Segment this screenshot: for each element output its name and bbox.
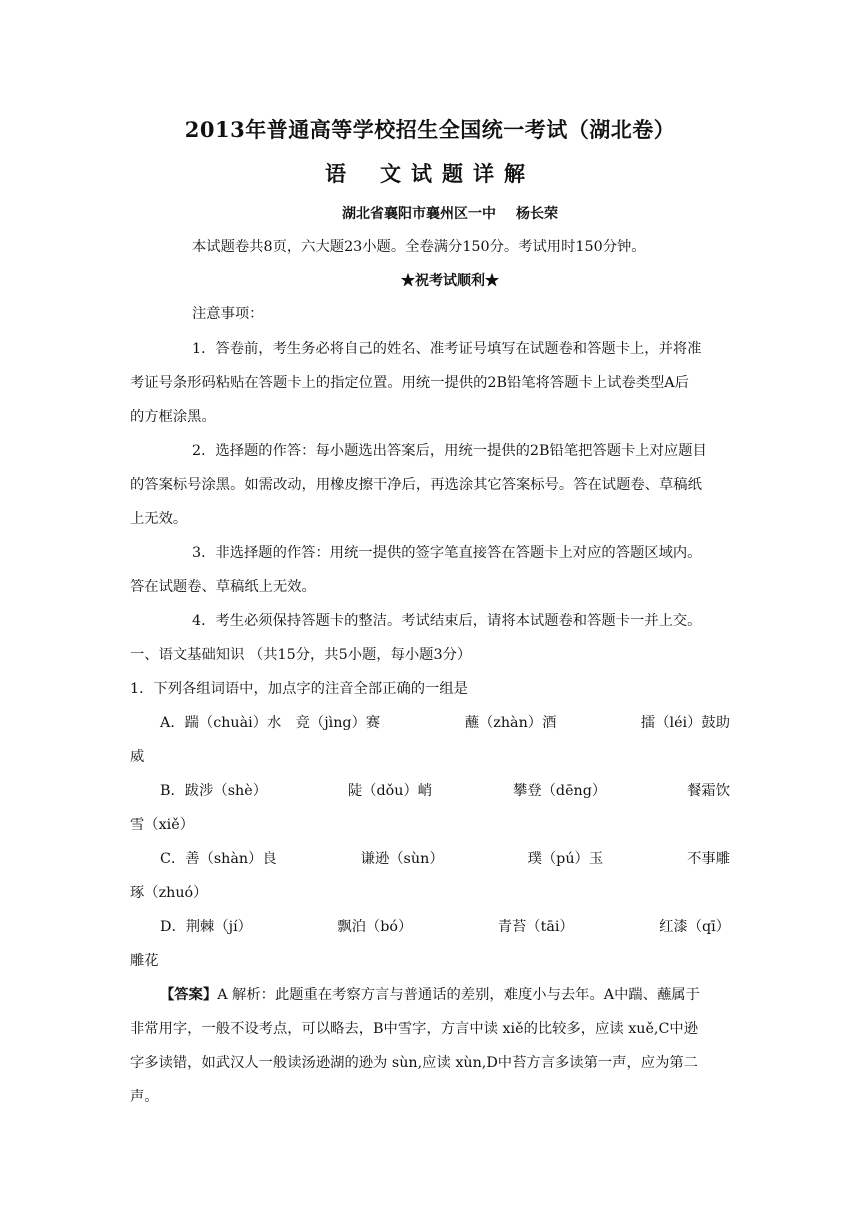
option-a-wrap: 威 (130, 749, 145, 765)
option-c-row (160, 848, 730, 868)
answer-label: 【答案】 (160, 987, 218, 1003)
section-heading: 一、语文基础知识 （共15分，共5小题，每小题3分） (130, 647, 472, 663)
author-line (0, 203, 860, 223)
option-c-col-3: 璞（pú）玉 (527, 851, 604, 867)
option-a-col-1: A．踹（chuài）水 竞（jìng）赛 (160, 715, 381, 731)
wish-text: ★祝考试顺利★ (401, 273, 499, 289)
notice-item-2-line-2: 的答案标号涂黑。如需改动，用橡皮擦干净后，再选涂其它答案标号。答在试题卷、草稿纸 (130, 477, 702, 493)
notice-item-3-line-2: 答在试题卷、草稿纸上无效。 (130, 579, 316, 595)
answer-line-3: 字多读错，如武汉人一般读汤逊湖的逊为 sùn,应读 xùn,D中苔方言多读第一声，应为第二 (130, 1055, 698, 1071)
option-c-col-1: C．善（shàn）良 (160, 851, 277, 867)
option-a-col-2: 蘸（zhàn）酒 (464, 715, 557, 731)
intro-text: 本试题卷共8页，六大题23小题。全卷满分150分。考试用时150分钟。 (192, 239, 646, 255)
notice-item-4-line-1: 4．考生必须保持答题卡的整洁。考试结束后，请将本试题卷和答题卡一并上交。 (192, 613, 702, 629)
notice-item-1-line-1: 1．答卷前，考生务必将自己的姓名、准考证号填写在试题卷和答题卡上，并将准 (192, 341, 702, 357)
option-c-wrap: 琢（zhuó） (130, 885, 208, 901)
option-a-row (160, 712, 730, 732)
subtitle-part1: 语 (325, 161, 346, 186)
notice-item-2-line-1: 2．选择题的作答：每小题选出答案后，用统一提供的2B铅笔把答题卡上对应题目 (192, 443, 707, 459)
option-b-wrap: 雪（xiě） (130, 817, 194, 833)
option-d-row (160, 916, 730, 936)
option-d-wrap: 雕花 (130, 953, 159, 969)
notice-item-1-line-2: 考证号条形码粘贴在答题卡上的指定位置。用统一提供的2B铅笔将答题卡上试卷类型A后 (130, 375, 689, 391)
author-name: 杨长荣 (516, 206, 558, 222)
answer-line-2: 非常用字，一般不设考点，可以略去，B中雪字，方言中读 xiě的比较多，应读 xuě,C中逊 (130, 1021, 698, 1037)
notice-heading: 注意事项： (192, 306, 264, 322)
option-c-col-4: 不事雕 (687, 851, 730, 867)
document-subtitle (0, 158, 860, 188)
question-stem: 1．下列各组词语中，加点字的注音全部正确的一组是 (130, 681, 468, 697)
option-b-col-3: 攀登（dēng） (513, 783, 607, 799)
option-d-col-3: 青苔（tāi） (497, 919, 574, 935)
subtitle-part2: 文试题详解 (380, 161, 535, 186)
option-c-col-2: 谦逊（sùn） (360, 851, 444, 867)
answer-text-1: A 解析：此题重在考察方言与普通话的差别，难度小与去年。A中踹、蘸属于 (217, 987, 700, 1003)
option-d-col-1: D．荆棘（jí） (160, 919, 252, 935)
option-b-col-2: 陡（dǒu）峭 (347, 783, 433, 799)
notice-item-1-line-3: 的方框涂黑。 (130, 409, 216, 425)
notice-item-3-line-1: 3．非选择题的作答：用统一提供的签字笔直接答在答题卡上对应的答题区域内。 (192, 545, 702, 561)
option-d-col-4: 红漆（qī） (659, 919, 731, 935)
document-title: 2013年普通高等学校招生全国统一考试（湖北卷） (184, 117, 676, 142)
option-a-col-3: 擂（léi）鼓助 (640, 715, 731, 731)
author-school: 湖北省襄阳市襄州区一中 (342, 206, 496, 222)
option-b-col-4: 餐霜饮 (687, 783, 731, 799)
answer-line-4: 声。 (130, 1089, 159, 1105)
option-b-row (160, 780, 730, 800)
answer-line-1 (160, 984, 700, 1004)
option-d-col-2: 飘泊（bó） (337, 919, 413, 935)
option-b-col-1: B．跋涉（shè） (160, 783, 267, 799)
notice-item-2-line-3: 上无效。 (130, 511, 188, 527)
